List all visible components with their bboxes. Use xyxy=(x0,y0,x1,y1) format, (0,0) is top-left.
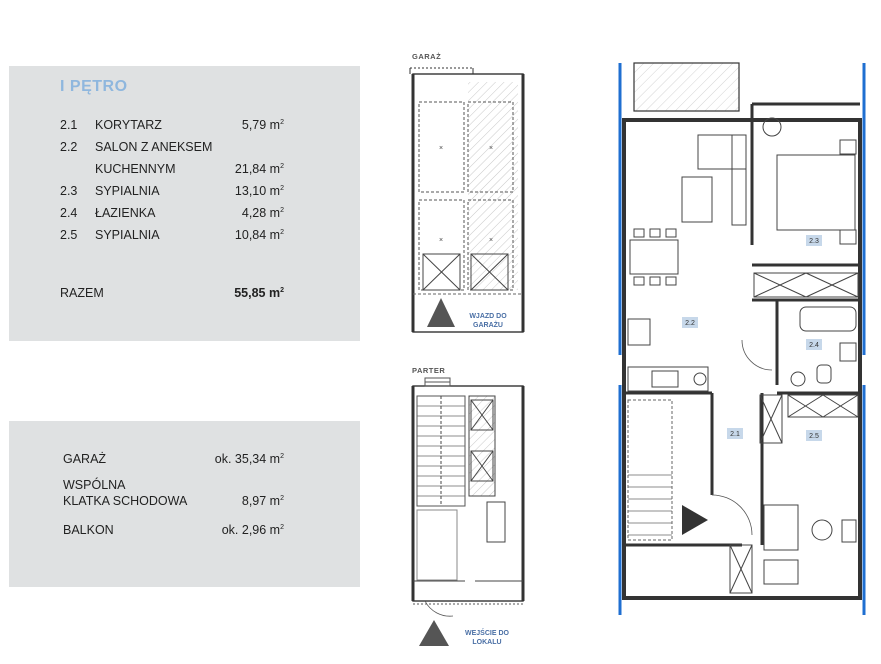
room-number: 2.1 xyxy=(60,118,78,132)
garage-entry-caption: WJAZD DO GARAŻU xyxy=(469,313,507,329)
entry-arrow-icon xyxy=(682,505,708,535)
garage-entry-arrow-icon xyxy=(427,298,455,327)
extra-name: BALKON xyxy=(63,523,114,537)
room-number: 2.2 xyxy=(60,140,78,154)
garage-plan-label: GARAŻ xyxy=(412,52,442,61)
extra-name: GARAŻ xyxy=(63,452,107,466)
room-area: 13,10 $m^2$ xyxy=(234,184,284,198)
room-tag-2.2: 2.2 xyxy=(685,320,695,327)
room-name: ŁAZIENKA xyxy=(95,206,156,220)
room-tag-2.4: 2.4 xyxy=(809,342,819,349)
room-number: 2.5 xyxy=(60,228,78,242)
room-name: SYPIALNIA xyxy=(95,228,160,242)
room-area: 4,28 $m^2$ xyxy=(241,206,284,220)
room-area: 10,84 $m^2$ xyxy=(234,228,284,242)
svg-text:×: × xyxy=(438,145,444,152)
room-name: SYPIALNIA xyxy=(95,184,160,198)
room-number: 2.4 xyxy=(60,206,78,220)
extra-name: KLATKA SCHODOWA xyxy=(63,494,188,508)
total-label: RAZEM xyxy=(60,286,104,300)
ground-entry-arrow-icon xyxy=(417,620,451,648)
extra-name: WSPÓLNA xyxy=(63,478,126,492)
room-tag-2.3: 2.3 xyxy=(809,238,819,245)
garage-plan xyxy=(405,62,540,337)
room-name: KUCHENNYM xyxy=(95,162,176,176)
room-areas-panel xyxy=(9,66,360,341)
ground-plan xyxy=(405,376,540,621)
total-area: 55,85 $m^2$ xyxy=(234,286,284,300)
extra-area: ok. 2,96 $m^2$ xyxy=(221,523,284,537)
extra-area: ok. 35,34 $m^2$ xyxy=(214,452,284,466)
ground-entry-caption: WEJŚCIE DO LOKALU xyxy=(465,630,509,646)
extra-areas-panel xyxy=(9,421,360,587)
room-area: 21,84 $m^2$ xyxy=(234,162,284,176)
svg-text:×: × xyxy=(488,145,494,152)
first-floor-plan xyxy=(612,55,878,620)
svg-text:×: × xyxy=(488,237,494,244)
ground-plan-label: PARTER xyxy=(412,366,446,375)
extra-area: 8,97 $m^2$ xyxy=(241,494,284,508)
room-name: SALON Z ANEKSEM xyxy=(95,140,213,154)
room-tag-2.1: 2.1 xyxy=(730,431,740,438)
svg-text:×: × xyxy=(438,237,444,244)
balcony xyxy=(634,63,739,111)
room-number: 2.3 xyxy=(60,184,78,198)
room-name: KORYTARZ xyxy=(95,118,162,132)
room-tag-2.5: 2.5 xyxy=(809,433,819,440)
floor-title: I PĘTRO xyxy=(60,78,128,95)
room-area: 5,79 $m^2$ xyxy=(241,118,284,132)
